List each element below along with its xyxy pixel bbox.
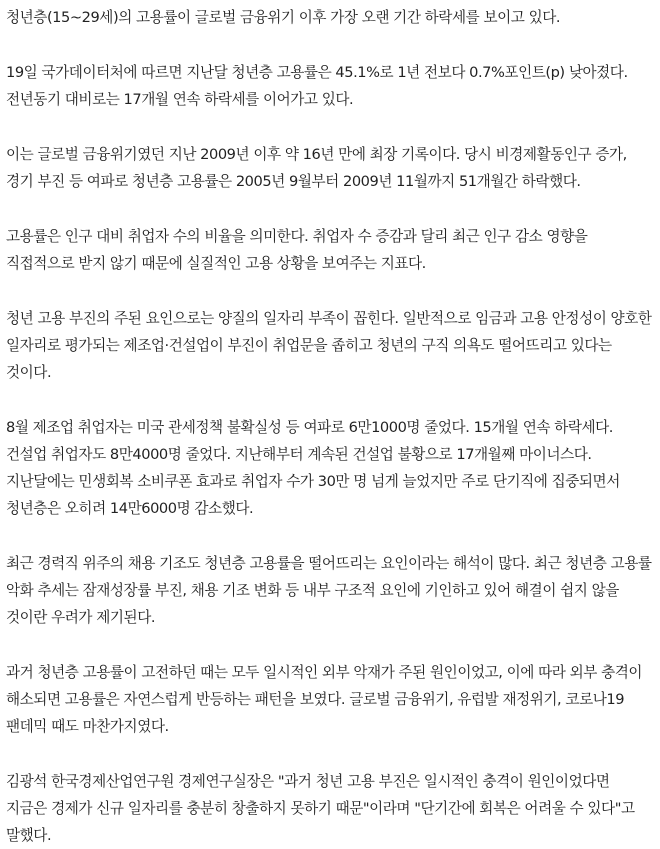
article-paragraph-4: 고용률은 인구 대비 취업자 수의 비율을 의미한다. 취업자 수 증감과 달리 최근 인구 감소 영향을 직접적으로 받지 않기 때문에 실질적인 고용 상황을 보여주는 지표다. [6,228,588,272]
article-paragraph-5: 청년 고용 부진의 주된 요인으로는 양질의 일자리 부족이 꼽힌다. 일반적으로 임금과 고용 안정성이 양호한 일자리로 평가되는 제조업·건설업이 부진이 취업문을 좁히고 청년의 구직 의욕도 떨어뜨리고 있다는 것이다. [6,310,652,381]
article-paragraph-8: 과거 청년층 고용률이 고전하던 때는 모두 일시적인 외부 악재가 주된 원인이었고, 이에 따라 외부 충격이 해소되면 고용률은 자연스럽게 반등하는 패턴을 보였다. 글로벌 금융위기, 유럽발 재정위기, 코로나19 팬데믹 때도 마찬가지였다. [6,664,643,735]
article-paragraph-6: 8월 제조업 취업자는 미국 관세정책 불확실성 등 여파로 6만1000명 줄었다. 15개월 연속 하락세다. 건설업 취업자도 8만4000명 줄었다. 지난해부터 계속된 건설업 불황으로 17개월째 마이너스다. 지난달에는 민생회복 소비쿠폰 효과로 취업자 수가 30만 명 넘게 늘었지만 주로 단기직에 집중되면서 청년층은 오히려 14만6000명 감소했다. [6,419,620,517]
article-paragraph-9: 김광석 한국경제산업연구원 경제연구실장은 "과거 청년 고용 부진은 일시적인 충격이 원인이었다면 지금은 경제가 신규 일자리를 충분히 창출하지 못하기 때문"이라며 "단기간에 회복은 어려울 수 있다"고 말했다. [6,773,635,844]
article-paragraph-2: 19일 국가데이터처에 따르면 지난달 청년층 고용률은 45.1%로 1년 전보다 0.7%포인트(p) 낮아졌다. 전년동기 대비로는 17개월 연속 하락세를 이어가고 있다. [6,64,628,108]
article-paragraph-3: 이는 글로벌 금융위기였던 지난 2009년 이후 약 16년 만에 최장 기록이다. 당시 비경제활동인구 증가, 경기 부진 등 여파로 청년층 고용률은 2005년 9월부터 2009년 11월까지 51개월간 하락했다. [6,146,627,190]
article-paragraph-1: 청년층(15~29세)의 고용률이 글로벌 금융위기 이후 가장 오랜 기간 하락세를 보이고 있다. [6,9,561,26]
article-paragraph-7: 최근 경력직 위주의 채용 기조도 청년층 고용률을 떨어뜨리는 요인이라는 해석이 많다. 최근 청년층 고용률 악화 추세는 잠재성장률 부진, 채용 기조 변화 등 내부 구조적 요인에 기인하고 있어 해결이 쉽지 않을 것이란 우려가 제기된다. [6,555,652,626]
